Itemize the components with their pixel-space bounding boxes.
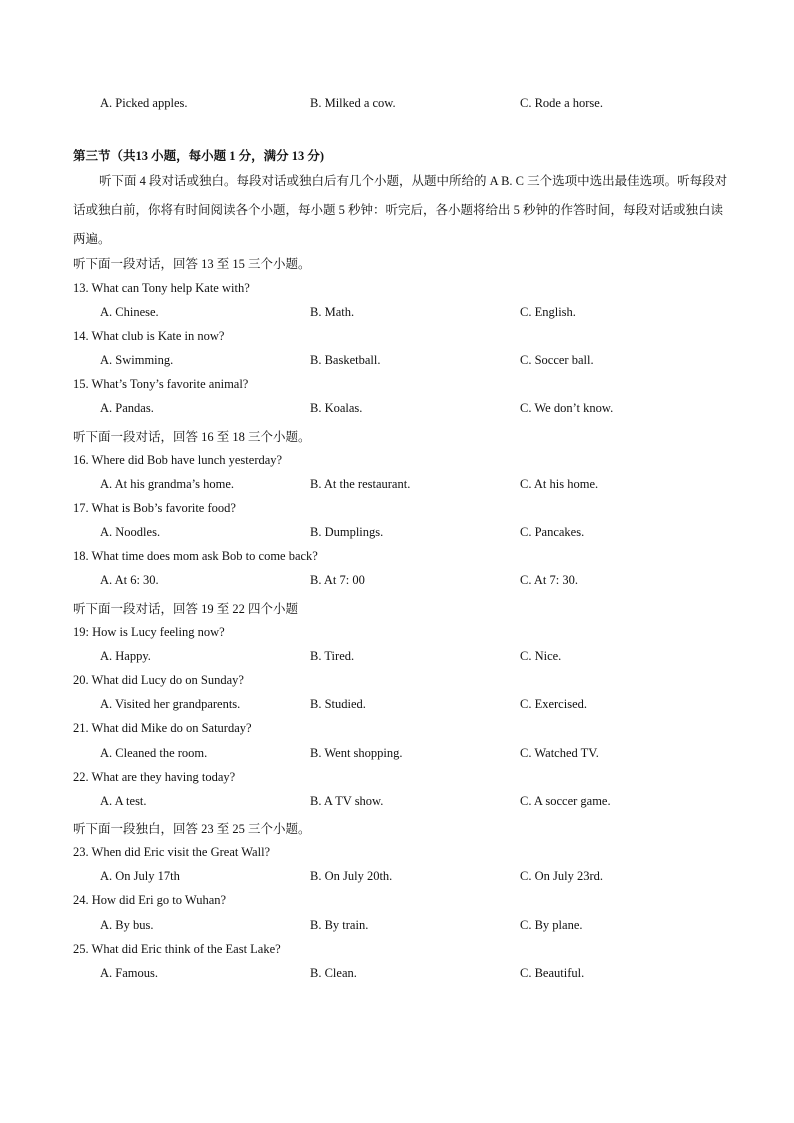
- question: 25. What did Eric think of the East Lake?: [73, 942, 281, 956]
- option-b: B. Studied.: [310, 697, 366, 711]
- option-a: A. Chinese.: [100, 305, 159, 319]
- group-intro: 听下面一段对话，回答 13 至 15 三个小题。: [73, 257, 311, 271]
- option-a: A. By bus.: [100, 918, 154, 932]
- option-a: A. A test.: [100, 794, 147, 808]
- option-b: B. On July 20th.: [310, 869, 393, 883]
- option-a: A. Pandas.: [100, 401, 154, 415]
- option-a: A. Cleaned the room.: [100, 746, 208, 760]
- option-c: C. Pancakes.: [520, 525, 585, 539]
- option-b: B. Clean.: [310, 966, 357, 980]
- option-c: C. At his home.: [520, 477, 599, 491]
- question: 24. How did Eri go to Wuhan?: [73, 893, 227, 907]
- option-b: B. Went shopping.: [310, 746, 403, 760]
- section-instructions: 听下面 4 段对话或独白。每段对话或独白后有几个小题，从题中所给的 A B. C 三个选项中选出最佳选项。听每段对话或独白前，你将有时间阅读各个小题，每小题 5 秒钟：听完后，各小题将给出 5 秒钟的作答时间，每段对话或独白读两遍。: [73, 174, 728, 246]
- question: 20. What did Lucy do on Sunday?: [73, 673, 244, 687]
- question: 14. What club is Kate in now?: [73, 329, 225, 343]
- option-b: B. Tired.: [310, 649, 355, 663]
- question: 16. Where did Bob have lunch yesterday?: [73, 453, 283, 467]
- option-b: B. Math.: [310, 305, 355, 319]
- question: 21. What did Mike do on Saturday?: [73, 721, 252, 735]
- section-heading: 第三节（共13 小题，每小题 1 分，满分 13 分): [73, 149, 325, 163]
- option-a: A. Swimming.: [100, 353, 174, 367]
- option-b: B. By train.: [310, 918, 369, 932]
- group-intro: 听下面一段对话，回答 19 至 22 四个小题: [73, 602, 299, 616]
- question: 15. What’s Tony’s favorite animal?: [73, 377, 249, 391]
- option-a: A. Happy.: [100, 649, 151, 663]
- option-a: A. Famous.: [100, 966, 158, 980]
- question: 22. What are they having today?: [73, 770, 236, 784]
- option-c: C. English.: [520, 305, 576, 319]
- option-c: C. Beautiful.: [520, 966, 585, 980]
- option-a: A. At 6: 30.: [100, 573, 159, 587]
- option-b: B. Dumplings.: [310, 525, 384, 539]
- option-c: C. On July 23rd.: [520, 869, 603, 883]
- option-b: B. Milked a cow.: [310, 96, 396, 110]
- question: 18. What time does mom ask Bob to come back?: [73, 549, 318, 563]
- option-c: C. Exercised.: [520, 697, 587, 711]
- option-b: B. At the restaurant.: [310, 477, 411, 491]
- option-a: A. Noodles.: [100, 525, 161, 539]
- option-c: C. Soccer ball.: [520, 353, 594, 367]
- option-b: B. Koalas.: [310, 401, 363, 415]
- group-intro: 听下面一段独白，回答 23 至 25 三个小题。: [73, 822, 311, 836]
- option-c: C. Rode a horse.: [520, 96, 603, 110]
- option-c: C. Nice.: [520, 649, 562, 663]
- option-c: C. We don’t know.: [520, 401, 614, 415]
- option-a: A. On July 17th: [100, 869, 180, 883]
- group-intro: 听下面一段对话，回答 16 至 18 三个小题。: [73, 430, 311, 444]
- option-c: C. By plane.: [520, 918, 583, 932]
- option-c: C. Watched TV.: [520, 746, 599, 760]
- option-a: A. Picked apples.: [100, 96, 188, 110]
- option-b: B. At 7: 00: [310, 573, 365, 587]
- question: 13. What can Tony help Kate with?: [73, 281, 250, 295]
- option-c: C. At 7: 30.: [520, 573, 578, 587]
- option-b: B. A TV show.: [310, 794, 384, 808]
- option-c: C. A soccer game.: [520, 794, 611, 808]
- option-b: B. Basketball.: [310, 353, 381, 367]
- question: 23. When did Eric visit the Great Wall?: [73, 845, 271, 859]
- question: 17. What is Bob’s favorite food?: [73, 501, 236, 515]
- option-a: A. At his grandma’s home.: [100, 477, 235, 491]
- option-a: A. Visited her grandparents.: [100, 697, 241, 711]
- question: 19: How is Lucy feeling now?: [73, 625, 225, 639]
